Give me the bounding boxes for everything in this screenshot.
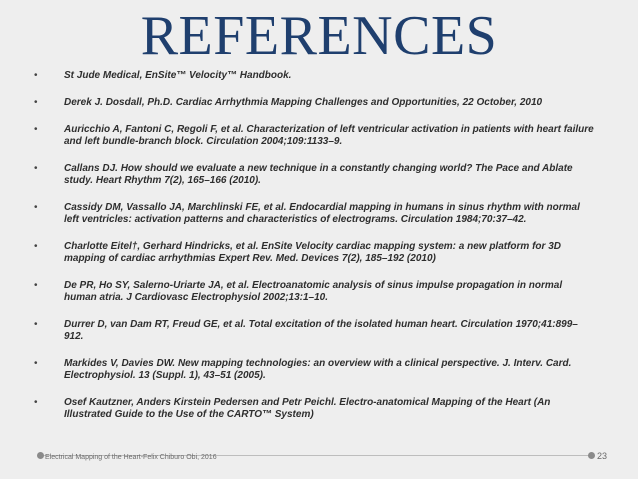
- bullet-icon: •: [34, 97, 38, 108]
- bullet-icon: •: [34, 124, 38, 135]
- footer-dot-icon: [588, 452, 595, 459]
- bullet-icon: •: [34, 319, 38, 330]
- reference-text: De PR, Ho SY, Salerno-Uriarte JA, et al. Electroanatomic analysis of sinus impulse propagation in normal human atria. J Cardiovasc Electrophysiol 2002;13:1–10.: [64, 280, 563, 303]
- reference-item: [34, 319, 594, 343]
- reference-item: [34, 70, 594, 82]
- bullet-icon: •: [34, 280, 38, 291]
- reference-item: [34, 241, 594, 265]
- bullet-icon: •: [34, 397, 38, 408]
- slide-title: REFERENCES: [140, 5, 498, 67]
- reference-text: Osef Kautzner, Anders Kirstein Pedersen and Petr Peichl. Electro-anatomical Mapping of the Heart (An Illustrated Guide to the Use of the CARTO™ System): [64, 397, 551, 420]
- reference-item: [34, 163, 594, 187]
- bullet-icon: •: [34, 358, 38, 369]
- bullet-icon: •: [34, 163, 38, 174]
- reference-text: Derek J. Dosdall, Ph.D. Cardiac Arrhythmia Mapping Challenges and Opportunities, 22 October, 2010: [64, 97, 543, 108]
- reference-item: [34, 124, 594, 148]
- bullet-icon: •: [34, 70, 38, 81]
- reference-text: St Jude Medical, EnSite™ Velocity™ Handbook.: [64, 70, 292, 81]
- references-list: [34, 70, 594, 421]
- footer-text: Electrical Mapping of the Heart-Felix Chiburo Obi, 2016: [45, 454, 217, 461]
- reference-text: Callans DJ. How should we evaluate a new technique in a constantly changing world? The Pace and Ablate study. Heart Rhythm 7(2), 165–166 (2010).: [64, 163, 573, 186]
- reference-text: Durrer D, van Dam RT, Freud GE, et al. Total excitation of the isolated human heart. Circulation 1970;41:899–912.: [64, 319, 578, 342]
- reference-item: [34, 358, 594, 382]
- reference-item: [34, 202, 594, 226]
- bullet-icon: •: [34, 241, 38, 252]
- reference-item: [34, 97, 594, 109]
- page-number: 23: [597, 451, 608, 461]
- bullet-icon: •: [34, 202, 38, 213]
- reference-text: Markides V, Davies DW. New mapping technologies: an overview with a clinical perspective. J. Interv. Card. Electrophysiol. 13 (Suppl. 1), 43–51 (2005).: [64, 358, 572, 381]
- reference-text: Charlotte Eitel†, Gerhard Hindricks, et al. EnSite Velocity cardiac mapping system: a new platform for 3D mapping of cardiac arrhythmias Expert Rev. Med. Devices 7(2), 185–192 (2010): [64, 241, 561, 264]
- reference-text: Cassidy DM, Vassallo JA, Marchlinski FE, et al. Endocardial mapping in humans in sinus rhythm with normal left ventricles: activation patterns and characteristics of electrograms. Circulation 1984;70:37–42.: [64, 202, 580, 225]
- reference-item: [34, 397, 594, 421]
- reference-text: Auricchio A, Fantoni C, Regoli F, et al. Characterization of left ventricular activation in patients with heart failure and left bundle-branch block. Circulation 2004;109:1133–9.: [64, 124, 594, 147]
- footer-dot-icon: [37, 452, 44, 459]
- reference-item: [34, 280, 594, 304]
